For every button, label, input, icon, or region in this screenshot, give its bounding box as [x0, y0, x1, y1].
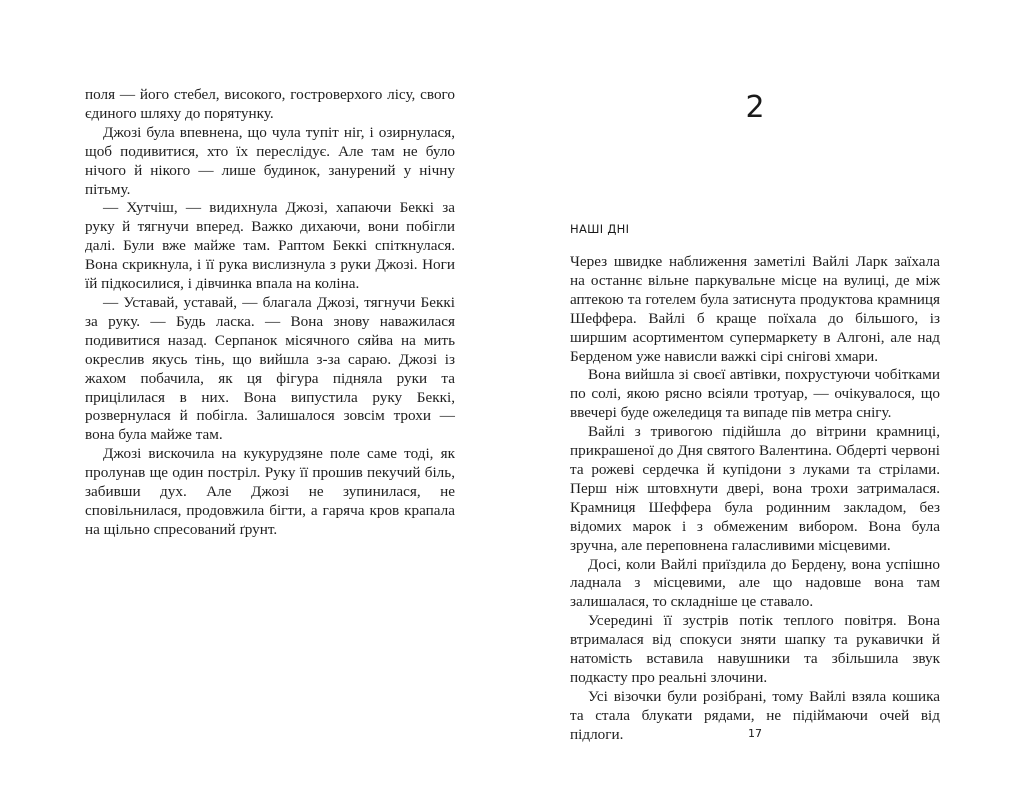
paragraph: Досі, коли Вайлі приїздила до Бердену, вона успішно ладнала з місцевими, але що надовше вона там залишалася, то складніше це ставало. — [570, 555, 940, 611]
right-page-text — [570, 253, 940, 745]
page-number: 17 — [748, 727, 762, 740]
paragraph: Вайлі з тривогою підійшла до вітрини крамниці, прикрашеної до Дня святого Валентина. Обдерті червоні та рожеві сердечка й купідони з луками та стрілами. Перш ніж штовхнути двері, вона трохи затрималася. Крамниця Шеффера була родинним закладом, без відомих марок і з обмеженим вибором. Вона була зручна, але переповнена галасливими місцевими. — [570, 423, 940, 554]
paragraph: Вона вийшла зі своєї автівки, похрустуючи чобітками по солі, якою рясно всіяли тротуар, — очікувалося, що ввечері буде ожеледиця та випаде пів метра снігу. — [570, 366, 940, 422]
section-label: НАШІ ДНІ — [570, 222, 630, 236]
paragraph: Джозі вискочила на кукурудзяне поле саме тоді, як пролунав ще один постріл. Руку її прошив пекучий біль, забивши дух. Але Джозі не зупинилася, не сповільнилася, продовжила бігти, а гаряча кров крапала на щільно спресований ґрунт. — [85, 445, 455, 538]
paragraph: Через швидке наближення заметілі Вайлі Ларк заїхала на останнє вільне паркувальне місце на вулиці, де між аптекою та готелем була затиснута продуктова крамниця Шеффера. Вайлі б краще поїхала до більшого, із ширшим асортиментом супермаркету в Алгоні, але над Берденом уже нависли важкі сірі снігові хмари. — [570, 253, 940, 365]
paragraph: Джозі була впевнена, що чула тупіт ніг, і озирнулася, щоб подивитися, хто їх переслідує. Але там не було нічого й нікого — лише будинок, занурений у нічну пітьму. — [85, 123, 455, 198]
paragraph: — Уставай, уставай, — благала Джозі, тягнучи Беккі за руку. — Будь ласка. — Вона знову наважилася подивитися назад. Серпанок місячного сяйва на мить окреслив якусь тінь, що вийшла з-за сараю. Джозі із жахом побачила, як ця фігура підняла руки та прицілилася в них. Вона випустила руку Беккі, розвернулася й побігла. Залишалося зовсім трохи — вона була майже там. — [85, 293, 455, 444]
paragraph: поля — його стебел, високого, гостроверхого лісу, свого єдиного шляху до порятунку. — [85, 86, 455, 122]
left-page-text — [85, 86, 455, 540]
chapter-number: 2 — [745, 90, 765, 125]
paragraph: Усі візочки були розібрані, тому Вайлі взяла кошика та стала блукати рядами, не підіймаючи очей від підлоги. — [570, 687, 940, 743]
paragraph: Усередині її зустрів потік теплого повітря. Вона втрималася від спокуси зняти шапку та рукавички й натомість вставила навушники та збільшила звук подкасту про реальні злочини. — [570, 612, 940, 686]
paragraph: — Хутчіш, — видихнула Джозі, хапаючи Беккі за руку й тягнучи вперед. Важко дихаючи, вони побігли далі. Були вже майже там. Раптом Беккі спіткнулася. Вона скрикнула, і її рука вислизнула з руки Джозі. Ноги їй підкосилися, і дівчинка впала на коліна. — [85, 199, 455, 293]
